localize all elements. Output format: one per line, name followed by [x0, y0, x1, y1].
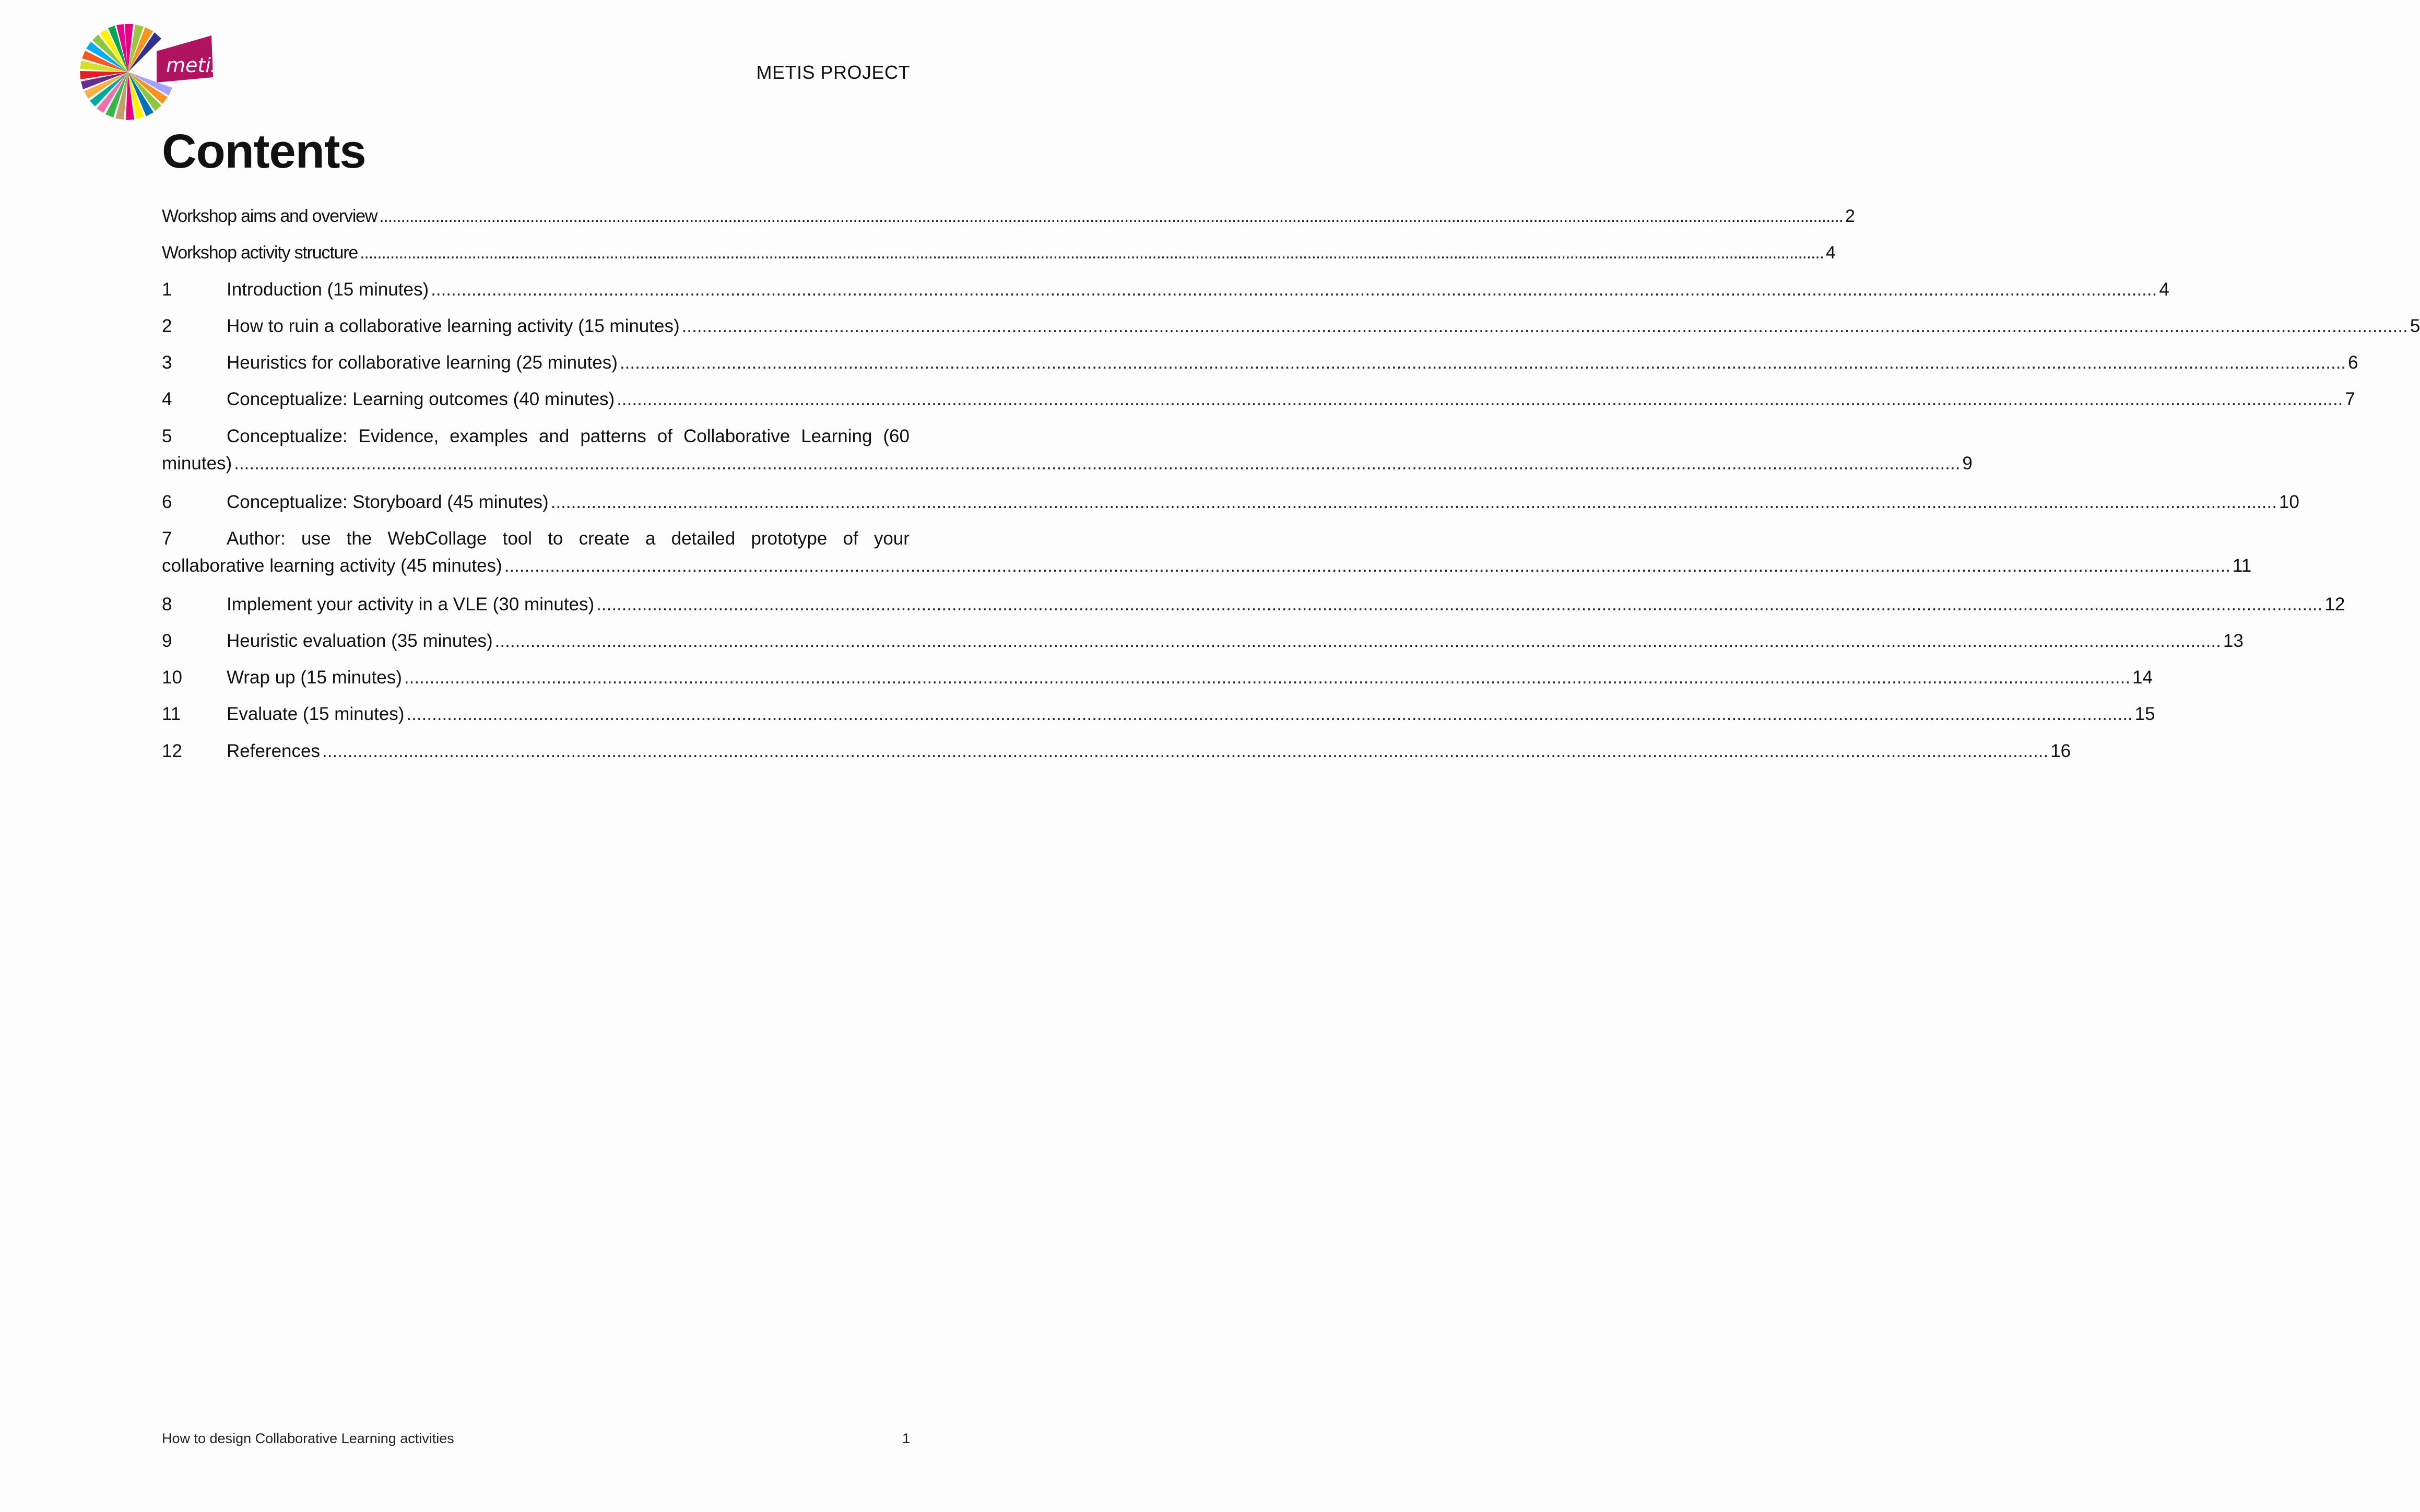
toc-entry-title: Workshop aims and overview	[162, 206, 377, 226]
toc-entry-number: 4	[162, 389, 172, 409]
toc-entry-page: 4	[1825, 243, 1835, 263]
toc-leader-dots	[596, 591, 2322, 618]
toc-entry-title: References	[227, 741, 320, 761]
toc-entry-page: 11	[2232, 556, 2252, 576]
toc-leader-dots	[620, 349, 2346, 376]
toc-title-word: tool	[502, 528, 533, 549]
toc-entry-title: Heuristic evaluation (35 minutes)	[227, 631, 493, 651]
toc-entry[interactable]	[162, 276, 2169, 303]
toc-entry-title: Workshop activity structure	[162, 243, 358, 263]
toc-title-word: your	[873, 528, 910, 549]
toc-title-word: (60	[883, 426, 910, 446]
footer-document-title: How to design Collaborative Learning activities	[162, 1431, 454, 1446]
page-title: Contents	[162, 125, 366, 178]
toc-entry-title	[227, 525, 910, 552]
toc-title-word: and	[538, 426, 570, 446]
toc-entry-title-continued: collaborative learning activity (45 minutes)	[162, 556, 502, 576]
project-label: METIS PROJECT	[756, 62, 910, 83]
toc-entry-number: 12	[162, 741, 182, 761]
toc-entry[interactable]	[162, 386, 2355, 413]
logo-wordmark: metis	[166, 54, 221, 77]
toc-leader-dots	[404, 664, 2130, 691]
toc-entry-page: 4	[2159, 279, 2169, 300]
toc-title-word: the	[346, 528, 372, 549]
toc-entry[interactable]	[162, 701, 2155, 728]
toc-entry[interactable]	[162, 313, 2420, 340]
toc-title-word: a	[645, 528, 656, 549]
toc-entry-number: 2	[162, 316, 172, 336]
toc-entry[interactable]	[162, 203, 1855, 230]
toc-title-word: detailed	[671, 528, 736, 549]
toc-title-word: Author:	[227, 528, 286, 549]
toc-entry-number: 6	[162, 492, 172, 512]
toc-leader-dots	[322, 738, 2048, 765]
toc-entry-page: 13	[2223, 631, 2244, 651]
toc-entry[interactable]	[162, 525, 2252, 580]
toc-title-word: to	[548, 528, 563, 549]
toc-leader-dots	[495, 628, 2221, 655]
toc-entry-number: 8	[162, 594, 172, 615]
toc-title-word: WebCollage	[387, 528, 487, 549]
toc-title-word: use	[301, 528, 331, 549]
toc-entry[interactable]	[162, 239, 1835, 266]
toc-title-word: Learning	[801, 426, 872, 446]
toc-entry[interactable]	[162, 489, 2299, 516]
toc-entry[interactable]	[162, 738, 2071, 765]
toc-title-word: of	[843, 528, 858, 549]
toc-leader-dots	[406, 701, 2132, 728]
toc-leader-dots	[617, 386, 2343, 413]
toc-entry[interactable]	[162, 423, 1973, 477]
toc-entry-page: 14	[2132, 667, 2153, 688]
toc-entry-title: Conceptualize: Storyboard (45 minutes)	[227, 492, 549, 512]
toc-entry-title: Implement your activity in a VLE (30 minutes)	[227, 594, 595, 615]
toc-title-word: examples	[450, 426, 528, 446]
toc-entry-title: Conceptualize: Learning outcomes (40 minutes)	[227, 389, 615, 409]
toc-entry[interactable]	[162, 349, 2358, 376]
toc-leader-dots	[431, 276, 2157, 303]
toc-title-word: Collaborative	[683, 426, 790, 446]
toc-leader-dots	[379, 203, 1843, 230]
toc-entry-page: 9	[1962, 453, 1973, 474]
toc-entry-page: 15	[2134, 704, 2155, 724]
toc-leader-dots	[360, 239, 1824, 266]
toc-title-word: Conceptualize:	[227, 426, 348, 446]
toc-entry-page: 7	[2345, 389, 2355, 409]
toc-entry[interactable]	[162, 664, 2153, 691]
toc-entry-page: 6	[2348, 352, 2358, 373]
toc-entry-title: How to ruin a collaborative learning activity (15 minutes)	[227, 316, 680, 336]
toc-leader-dots	[234, 450, 1960, 477]
toc-entry-number: 5	[162, 426, 172, 446]
toc-entry-title: Heuristics for collaborative learning (25 minutes)	[227, 352, 618, 373]
toc-entry-number: 10	[162, 667, 182, 688]
toc-entry-number: 3	[162, 352, 172, 373]
toc-entry-number: 7	[162, 528, 172, 549]
toc-entry-number: 11	[162, 704, 181, 724]
toc-entry-page: 12	[2324, 594, 2345, 615]
toc-title-word: create	[579, 528, 630, 549]
toc-entry[interactable]	[162, 591, 2345, 618]
toc-entry-title	[227, 423, 910, 450]
toc-title-word: prototype	[751, 528, 828, 549]
toc-entry-title-continued: minutes)	[162, 453, 232, 474]
toc-entry[interactable]	[162, 628, 2244, 655]
toc-leader-dots	[682, 313, 2408, 340]
toc-title-word: Evidence,	[358, 426, 439, 446]
toc-entry-number: 1	[162, 279, 172, 300]
toc-entry-page: 10	[2279, 492, 2299, 512]
toc-title-word: patterns	[580, 426, 646, 446]
toc-leader-dots	[551, 489, 2277, 516]
toc-leader-dots	[504, 552, 2230, 580]
footer-page-number: 1	[902, 1431, 910, 1446]
toc-entry-page: 5	[2410, 316, 2420, 336]
toc-entry-title: Introduction (15 minutes)	[227, 279, 429, 300]
toc-entry-page: 16	[2050, 741, 2071, 761]
toc-entry-page: 2	[1845, 206, 1855, 226]
metis-logo	[78, 20, 221, 122]
toc-entry-title: Wrap up (15 minutes)	[227, 667, 402, 688]
toc-entry-title: Evaluate (15 minutes)	[227, 704, 405, 724]
toc-title-word: of	[657, 426, 672, 446]
toc-entry-number: 9	[162, 631, 172, 651]
